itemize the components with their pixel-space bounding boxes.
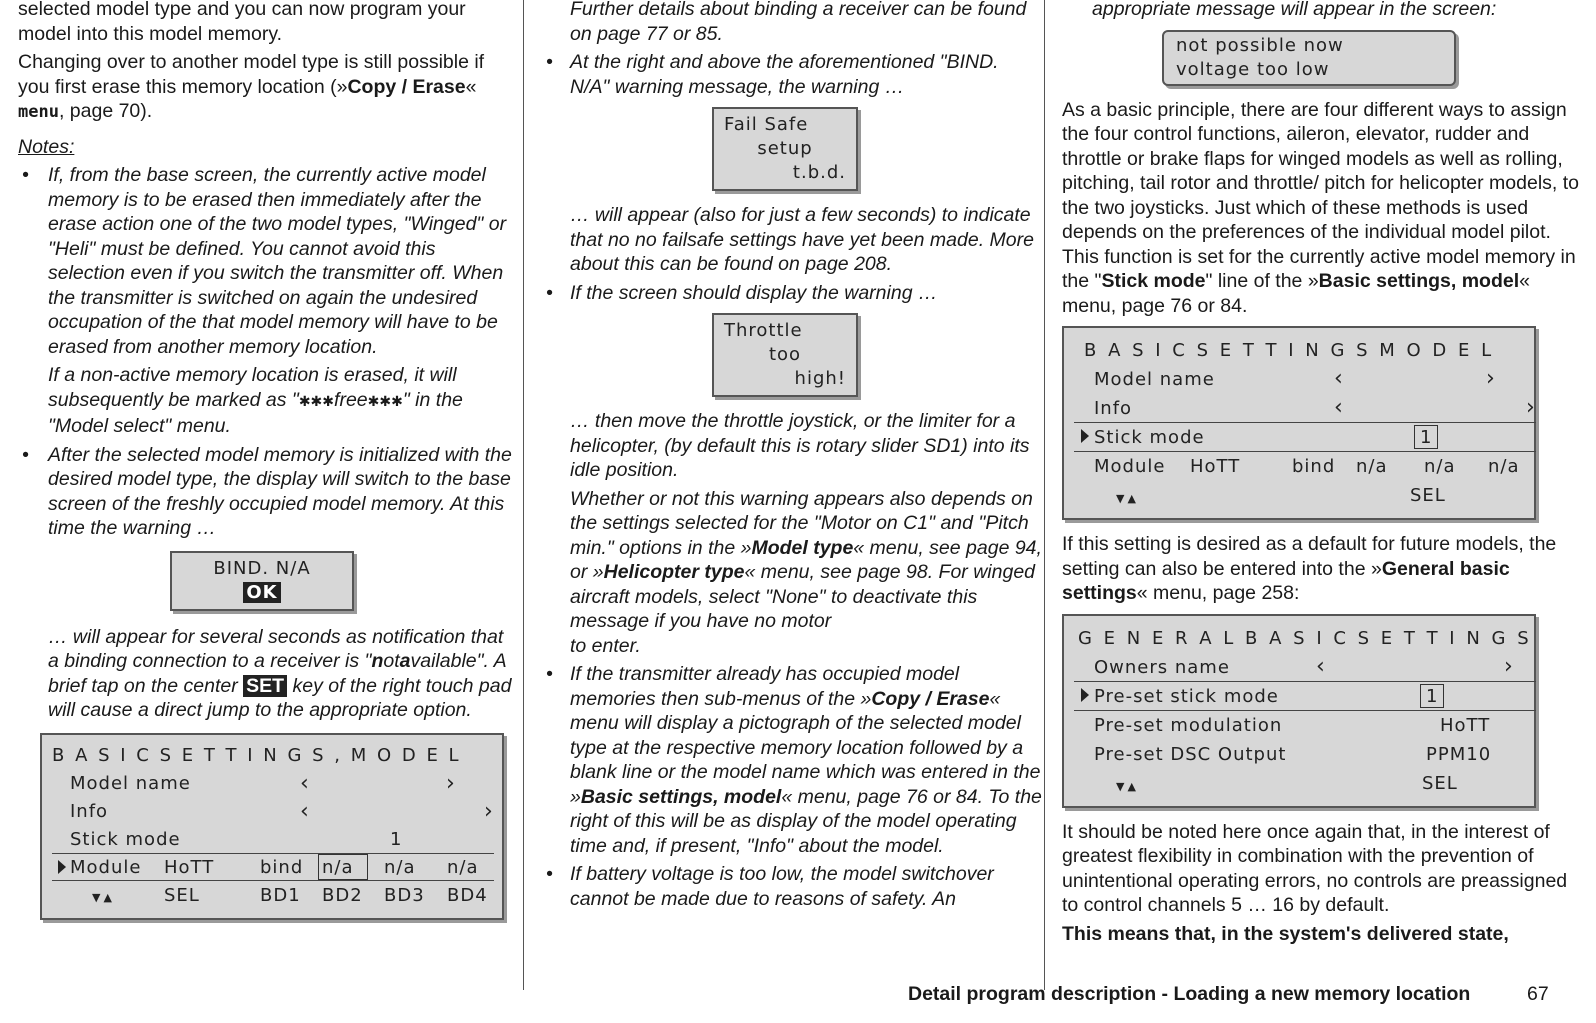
module-hott: HoTT (1190, 456, 1241, 477)
module-label[interactable]: Module (1094, 456, 1166, 477)
chevron-left-icon: ‹ (300, 770, 310, 796)
sel-label: SEL (1422, 772, 1458, 794)
module-bd4-status[interactable]: n/a (447, 856, 479, 878)
column-1 (18, 0, 514, 920)
preset-modulation-value[interactable]: HoTT (1440, 714, 1491, 736)
screen-title: B A S I C S E T T I N G S , M O D E L (52, 744, 462, 766)
stick-mode-label[interactable]: Stick mode (70, 828, 181, 850)
failsafe-warning-popup: Fail Safe setup t.b.d. (712, 107, 858, 191)
sel-label: SEL (164, 884, 200, 906)
bullet-occupied: • If the transmitter already has occupied model memories then sub-menus of the »Copy / Erase« menu will display a pictograph of the selected model type at the respective memory location followed by a blank line or the model name which was entered in the »Basic settings, model« menu, page 76 or 84. To the right of this will be as display of the model operating time and, if present, "Info" about the model. (546, 663, 1042, 857)
info-label[interactable]: Info (1094, 398, 1133, 419)
stick-mode-paragraph: As a basic principle, there are four different ways to assign the four control functions, aileron, elevator, rudder and throttle or brake flaps for winged models as well as rolling, pitching, tail rotor and throttle/ pitch for helicopter models, to the two joysticks. Just which of these methods is used depends on the preferences of the individual model pilot. This function is set for the currently active model memory in the "Stick mode" line of the »Basic settings, model« menu, page 76 or 84. (1062, 98, 1580, 317)
stick-mode-value[interactable]: 1 (1420, 427, 1433, 448)
bd4-label: BD4 (447, 884, 488, 906)
binding-details: Further details about binding a receiver can be found on page 77 or 85. (570, 0, 1027, 45)
bullet-throttle: • If the screen should display the warning … (546, 281, 938, 304)
chevron-right-icon: › (446, 770, 456, 796)
screen-title: G E N E R A L B A S I C S E T T I N G S (1078, 627, 1532, 649)
column-divider-left (523, 0, 524, 990)
bind-warning-popup (170, 551, 354, 611)
column-2 (542, 0, 1042, 911)
chevron-left-icon: ‹ (1334, 395, 1344, 420)
module-bd3-status[interactable]: n/a (384, 856, 416, 878)
voltage-warning-popup: not possible now voltage too low (1162, 30, 1456, 86)
delivered-state-paragraph: This means that, in the system's delivered state, (1062, 922, 1509, 945)
module-hott: HoTT (164, 856, 215, 878)
module-n-a-2[interactable]: n/a (1424, 456, 1456, 477)
page-number: 67 (1527, 983, 1549, 1005)
notes-heading: Notes: (18, 135, 75, 158)
chevron-right-icon: › (1526, 395, 1536, 420)
note-1b: If a non-active memory location is erased, it will subsequently be marked as "✱✱✱free✱✱✱" in the "Model select" menu. (48, 364, 463, 437)
preset-modulation-label[interactable]: Pre-set modulation (1094, 714, 1283, 736)
chevron-left-icon: ‹ (1334, 366, 1344, 391)
basic-settings-model-screen-2 (1062, 326, 1536, 520)
warning-settings-paragraph: Whether or not this warning appears also depends on the settings selected for the "Motor on C1" and "Pitch min." options in the »Model type« menu, see page 94, or »Helicopter type« menu, see page 98. For winged aircraft models, select "None" to deactivate this message if you have no motor to enter. (570, 487, 1042, 657)
chevron-left-icon: ‹ (1316, 653, 1326, 679)
chevron-right-icon: › (484, 798, 494, 824)
module-bind[interactable]: bind (260, 856, 304, 878)
preset-stick-mode-value[interactable]: 1 (1426, 685, 1439, 707)
bind-explanation: … will appear for several seconds as notification that a binding connection to a receiver is "notavailable". A brief tap on the center SET key of the right touch pad will cause a direct jump to the appropriate option. (48, 625, 512, 721)
preset-dsc-output-label[interactable]: Pre-set DSC Output (1094, 743, 1287, 765)
footer-title: Detail program description - Loading a new memory location (908, 983, 1471, 1005)
basic-settings-model-screen-1 (40, 733, 504, 920)
owners-name-label[interactable]: Owners name (1094, 656, 1230, 678)
bd1-label: BD1 (260, 884, 301, 906)
cursor-arrow-icon (58, 860, 66, 874)
bd3-label: BD3 (384, 884, 425, 906)
erase-paragraph: Changing over to another model type is still possible if you first erase this memory location (»Copy / Erase« menu, page 70). (18, 51, 485, 122)
column-divider-right (1044, 0, 1045, 990)
model-name-label[interactable]: Model name (1094, 369, 1215, 390)
sel-label: SEL (1410, 485, 1446, 506)
bd2-label: BD2 (322, 884, 363, 906)
cursor-arrow-icon (1081, 429, 1089, 443)
message-intro: appropriate message will appear in the screen: (1092, 0, 1497, 20)
throttle-explanation: … then move the throttle joystick, or the limiter for a helicopter, (by default this is rotary slider SD1) into its idle position. (570, 410, 1030, 481)
module-bd2-status[interactable]: n/a (322, 856, 354, 878)
module-n-a-1[interactable]: n/a (1356, 456, 1388, 477)
note-1: • If, from the base screen, the currently active model memory is to be erased then immediately after the erase action one of the two model types, "Winged" or "Heli" must be defined. You cannot avoid this selection even if you switch the transmitter off. When the transmitter is switched on again the undesired occupation of the that model memory will have to be erased from another memory location. (22, 164, 507, 358)
ok-button[interactable]: OK (243, 582, 280, 603)
module-n-a-3[interactable]: n/a (1488, 456, 1520, 477)
cursor-arrow-icon (1081, 688, 1089, 702)
intro-paragraph: selected model type and you can now program your model into this model memory. (18, 0, 466, 45)
preset-stick-mode-label[interactable]: Pre-set stick mode (1094, 685, 1279, 707)
screen-title: B A S I C S E T T I N G S M O D E L (1084, 340, 1495, 361)
chevron-right-icon: › (1486, 366, 1496, 391)
failsafe-explanation: … will appear (also for just a few seconds) to indicate that no no failsafe settings have yet been made. More about this can be found on page 208. (570, 204, 1034, 275)
up-down-arrows-icon: ▼▲ (1116, 779, 1139, 793)
note-2: • After the selected model memory is initialized with the desired model type, the display will switch to the base screen of the freshly occupied model memory. At this time the warning … (22, 443, 512, 539)
module-bind[interactable]: bind (1292, 456, 1336, 477)
up-down-arrows-icon: ▼▲ (1116, 492, 1139, 505)
flexibility-paragraph: It should be noted here once again that, in the interest of greatest flexibility in combination with the prevention of unintentional operating errors, no controls are preassigned to control channels 5 … 16 by default. (1062, 820, 1568, 916)
preset-dsc-output-value[interactable]: PPM10 (1426, 743, 1492, 765)
set-key: SET (243, 675, 287, 697)
general-settings-paragraph: If this setting is desired as a default for future models, the setting can also be entered into the »General basic settings« menu, page 258: (1062, 533, 1557, 604)
bind-warning-text: BIND. N/A (213, 557, 311, 579)
module-label[interactable]: Module (70, 856, 142, 878)
general-basic-settings-screen (1062, 614, 1536, 808)
chevron-right-icon: › (1504, 653, 1514, 679)
throttle-warning-popup: Throttle too high! (712, 313, 858, 397)
bullet-failsafe: • At the right and above the aforementioned "BIND. N/A" warning message, the warning … (546, 51, 999, 98)
info-label[interactable]: Info (70, 800, 109, 822)
column-3 (1062, 0, 1582, 946)
chevron-left-icon: ‹ (300, 798, 310, 824)
bullet-battery: • If battery voltage is too low, the model switchover cannot be made due to reasons of safety. An (546, 863, 994, 910)
stick-mode-label[interactable]: Stick mode (1094, 427, 1205, 448)
stick-mode-value: 1 (390, 828, 403, 850)
up-down-arrows-icon: ▼▲ (92, 890, 115, 904)
model-name-label[interactable]: Model name (70, 772, 191, 794)
